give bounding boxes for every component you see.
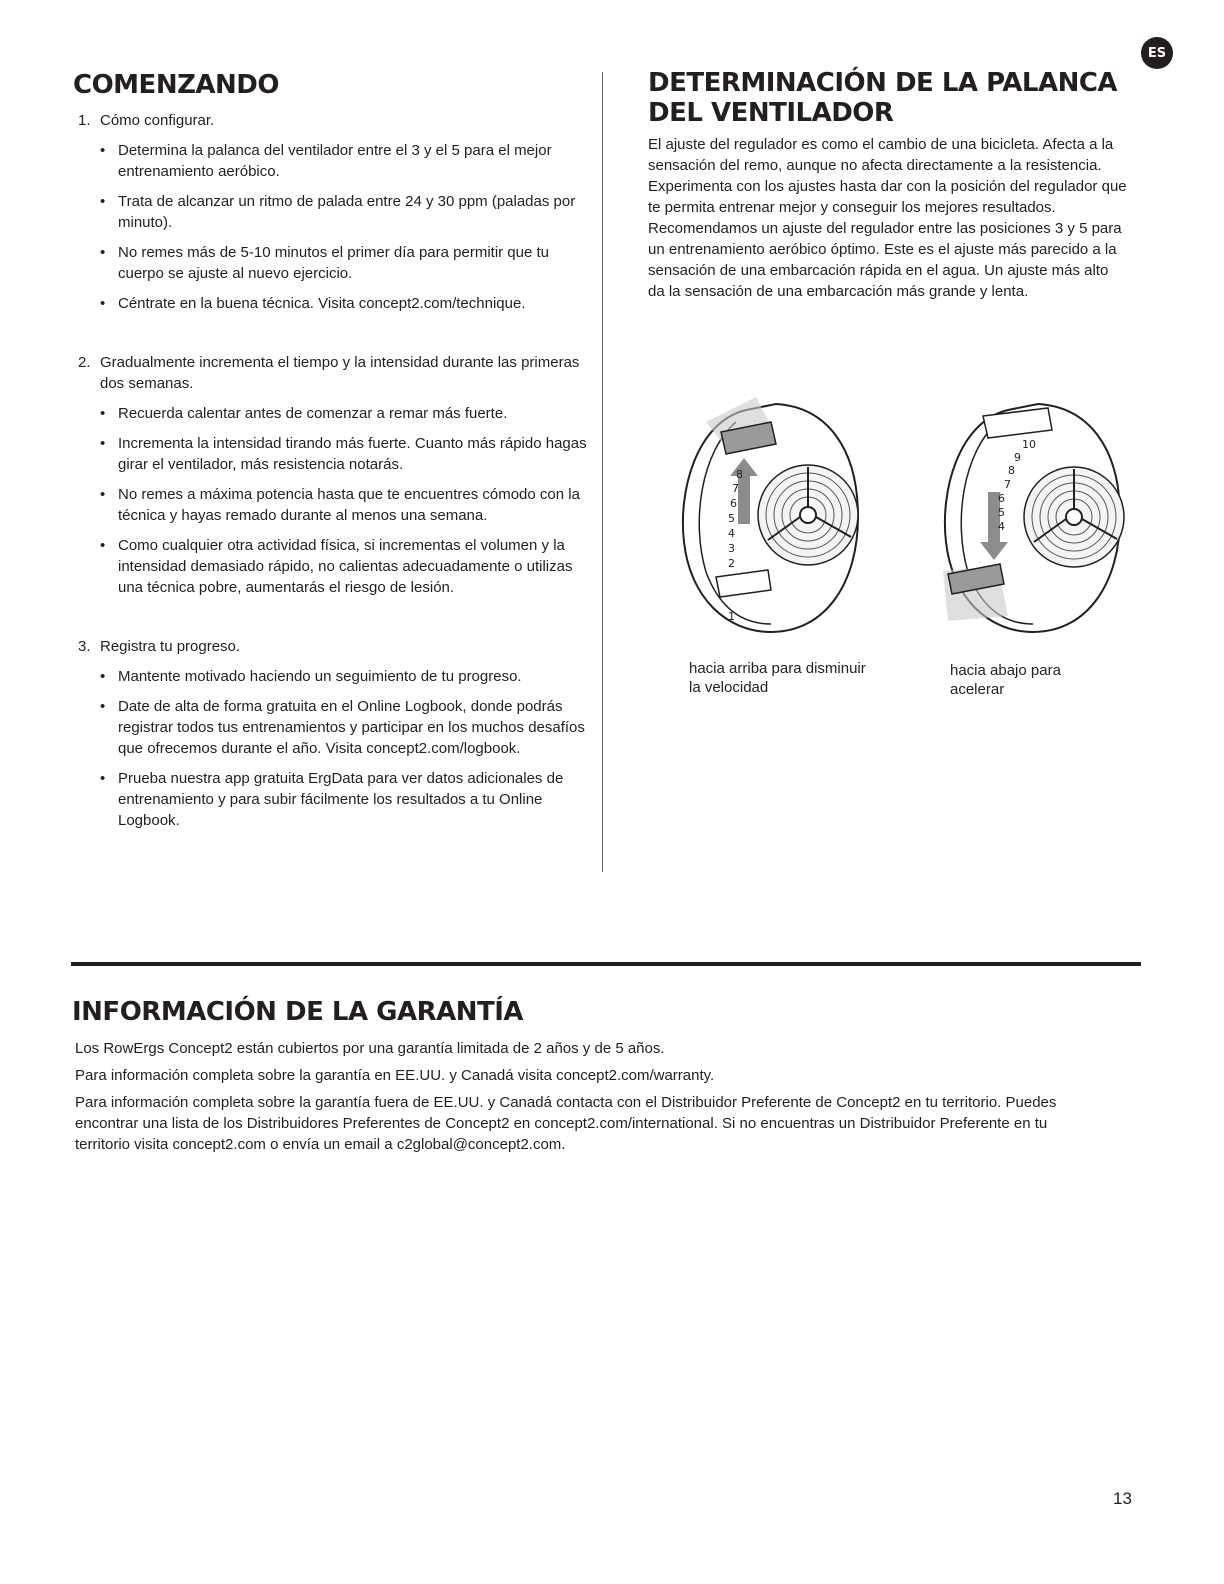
list-item: • Mantente motivado haciendo un seguimiento de tu progreso. <box>100 666 593 687</box>
scale-mark: 1 <box>728 610 735 623</box>
damper-paragraph: El ajuste del regulador es como el cambio de una bicicleta. Afecta a la sensación del remo, aunque no afecta directamente a la resistencia. Experimenta con los ajustes hasta dar con la posición del regulador que te permita entrenar mejor y conseguir los mejores resultados. Recomendamos un ajuste del regulador entre las posiciones 3 y 5 para un entrenamiento aeróbico óptimo. Este es el ajuste más parecido a la sensación de una embarcación rápida en el agua. Un ajuste más alto da la sensación de una embarcación más grande y lenta. <box>648 136 1127 300</box>
scale-mark: 5 <box>728 512 735 525</box>
list-item: • No remes más de 5-10 minutos el primer día para permitir que tu cuerpo se ajuste al nuevo ejercicio. <box>100 242 593 284</box>
warranty-title: INFORMACIÓN DE LA GARANTÍA <box>72 997 524 1027</box>
list-item: • Determina la palanca del ventilador entre el 3 y el 5 para el mejor entrenamiento aeróbico. <box>100 140 593 182</box>
getting-started-title: COMENZANDO <box>73 70 279 100</box>
page-number: 13 <box>1113 1489 1132 1508</box>
language-badge: ES <box>1141 37 1173 69</box>
warranty-paragraph: Para información completa sobre la garantía en EE.UU. y Canadá visita concept2.com/warranty. <box>75 1067 715 1084</box>
list-item: • Como cualquier otra actividad física, si incrementas el volumen y la intensidad demasiado rápido, no calientas adecuadamente o utilizas una técnica pobre, aumentarás el riesgo de lesión. <box>100 535 593 598</box>
step-number: 1. <box>78 112 91 129</box>
scale-mark: 7 <box>1004 478 1011 491</box>
scale-mark: 2 <box>728 557 735 570</box>
scale-mark: 5 <box>998 506 1005 519</box>
list-item: • Trata de alcanzar un ritmo de palada entre 24 y 30 ppm (paladas por minuto). <box>100 191 593 233</box>
list-item: • Incrementa la intensidad tirando más fuerte. Cuanto más rápido hagas girar el ventilador, más resistencia notarás. <box>100 433 593 475</box>
bullet-list <box>100 403 593 598</box>
scale-mark: 8 <box>1008 464 1015 477</box>
caption-lever-down: hacia abajo para acelerar <box>950 662 1061 698</box>
step-3 <box>73 636 593 831</box>
scale-mark: 4 <box>728 527 735 540</box>
list-item: • Céntrate en la buena técnica. Visita concept2.com/technique. <box>100 293 593 314</box>
scale-mark: 4 <box>998 520 1005 533</box>
scale-mark: 9 <box>1014 451 1021 464</box>
warranty-paragraph: Los RowErgs Concept2 están cubiertos por una garantía limitada de 2 años y de 5 años. <box>75 1040 665 1057</box>
damper-section <box>648 68 1128 302</box>
caption-lever-up: hacia arriba para disminuir la velocidad <box>689 660 866 696</box>
warranty-section <box>72 994 1072 1161</box>
step-number: 3. <box>78 638 91 655</box>
step-text: Registra tu progreso. <box>100 638 241 655</box>
list-item: • No remes a máxima potencia hasta que te encuentres cómodo con la técnica y hayas remado durante al menos una semana. <box>100 484 593 526</box>
step-2 <box>73 352 593 598</box>
fan-lever-down-illustration <box>938 396 1128 642</box>
step-text: Gradualmente incrementa el tiempo y la intensidad durante las primeras dos semanas. <box>100 354 580 392</box>
scale-mark: 8 <box>736 468 743 481</box>
bullet-list <box>100 140 593 314</box>
section-divider <box>71 962 1141 966</box>
list-item: • Date de alta de forma gratuita en el Online Logbook, donde podrás registrar todos tus entrenamientos y participar en los muchos desafíos que ofrecemos durante el año. Visita concept2.com/logbook. <box>100 696 593 759</box>
column-divider <box>602 72 603 872</box>
scale-mark: 10 <box>1022 438 1036 451</box>
bullet-list <box>100 666 593 831</box>
list-item: • Recuerda calentar antes de comenzar a remar más fuerte. <box>100 403 593 424</box>
scale-mark: 6 <box>998 492 1005 505</box>
damper-title: DETERMINACIÓN DE LA PALANCA DEL VENTILADOR <box>648 68 1118 128</box>
scale-mark: 6 <box>730 497 737 510</box>
list-item: • Prueba nuestra app gratuita ErgData para ver datos adicionales de entrenamiento y para subir fácilmente los resultados a tu Online Logbook. <box>100 768 593 831</box>
step-text: Cómo configurar. <box>100 112 215 129</box>
step-number: 2. <box>78 354 91 371</box>
getting-started-section <box>73 68 593 831</box>
fan-lever-up-illustration <box>676 392 866 638</box>
warranty-paragraph: Para información completa sobre la garantía fuera de EE.UU. y Canadá contacta con el Distribuidor Preferente de Concept2 en tu territorio. Puedes encontrar una lista de los Distribuidores Preferentes de Concept2 en concept2.com/international. Si no encuentras un Distribuidor Preferente en tu territorio visita concept2.com o envía un email a c2global@concept2.com. <box>75 1094 1057 1153</box>
scale-mark: 7 <box>732 482 739 495</box>
step-1 <box>73 110 593 314</box>
scale-mark: 3 <box>728 542 735 555</box>
